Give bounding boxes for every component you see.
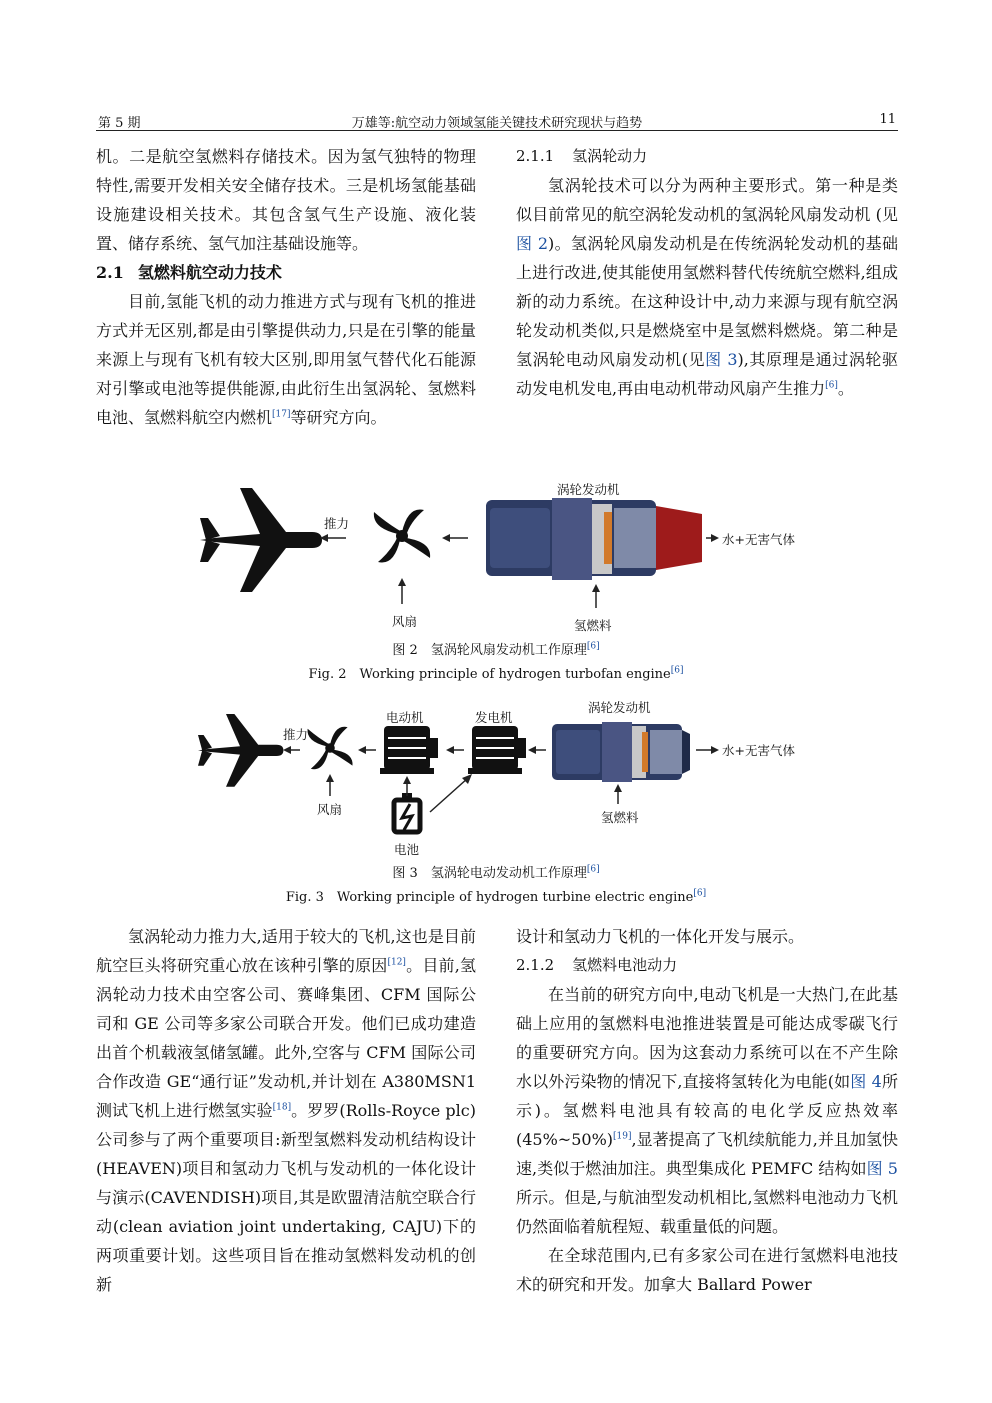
figure-2-caption-cn <box>0 639 992 658</box>
text: ),其原理是通过涡轮驱动发电机发电,再由电动机带动风扇产生推力 <box>516 350 898 398</box>
running-title: 万雄等:航空动力领域氢能关键技术研究现状与趋势 <box>351 116 643 131</box>
text: 在当前的研究方向中,电动飞机是一大热门,在此基础上应用的氢燃料电池推进装置是可能达成零碳飞行的重要研究方向。因为这套动力系统可以在不产生除水以外污染物的情况下,直接将氢转化为电能(如 <box>516 985 898 1091</box>
subsection-heading <box>516 142 898 171</box>
caption-text: 图 2 氢涡轮风扇发动机工作原理 <box>392 643 587 658</box>
figure-2-caption-en <box>0 663 992 682</box>
subsection-title: 氢燃料电池动力 <box>572 956 678 974</box>
paragraph <box>516 171 898 403</box>
right-column-bottom <box>516 922 898 1299</box>
figure-link[interactable]: 图 2 <box>516 234 549 253</box>
citation-link[interactable]: [6] <box>693 888 707 899</box>
fig3-label-output: 水+无害气体 <box>722 743 795 758</box>
subsection-heading <box>516 951 898 980</box>
subsection-number: 2.1.1 <box>516 147 555 165</box>
section-heading <box>96 258 476 287</box>
paragraph <box>96 922 476 1299</box>
fig3-label-battery: 电池 <box>394 842 420 857</box>
caption-text: Fig. 2 Working principle of hydrogen turbofan engine <box>308 667 671 682</box>
fig2-label-output: 水+无害气体 <box>722 532 795 547</box>
right-column-top <box>516 142 898 403</box>
airplane-icon <box>200 488 322 592</box>
text: 氢涡轮技术可以分为两种主要形式。第一种是类似目前常见的航空涡轮发动机的氢涡轮风扇发动机 (见 <box>516 176 898 224</box>
citation-link[interactable]: [6] <box>586 641 600 652</box>
text: ,显著提高了飞机续航能力,并且加氢快速,类似于燃油加注。典型集成化 PEMFC 结构如 <box>516 1130 898 1178</box>
citation-link[interactable]: [12] <box>387 957 406 968</box>
paragraph: 机。二是航空氢燃料存储技术。因为氢气独特的物理特性,需要开发相关安全储存技术。三是机场氢能基础设施建设相关技术。其包含氢气生产设施、液化装置、储存系统、氢气加注基础设施等。 <box>96 147 476 253</box>
running-header <box>96 112 898 130</box>
fig2-label-thrust: 推力 <box>324 516 350 531</box>
paragraph <box>516 980 898 1241</box>
fig3-label-fuel: 氢燃料 <box>601 810 639 825</box>
text: 。目前,氢涡轮动力技术由空客公司、赛峰集团、CFM 国际公司和 GE 公司等多家公司联合开发。他们已成功建造出首个机载液氢储氢罐。此外,空客与 CFM 国际公司合作改造 GE“通行证”发动机,并计划在 A380MSN1 测试飞机上进行燃氢实验 <box>96 956 476 1120</box>
figure-link[interactable]: 图 5 <box>866 1159 898 1178</box>
fig3-label-thrust: 推力 <box>283 727 309 742</box>
text: 所示。但是,与航油型发动机相比,氢燃料电池动力飞机仍然面临着航程短、载重量低的问题。 <box>516 1188 898 1236</box>
fig2-label-fuel: 氢燃料 <box>574 618 612 633</box>
text: 。 <box>837 379 854 398</box>
motor-icon <box>380 726 438 774</box>
figure-2-diagram <box>190 478 810 638</box>
paragraph: 在全球范围内,已有多家公司在进行氢燃料电池技术的研究和开发。加拿大 Ballard Power <box>516 1246 898 1294</box>
text: 目前,氢能飞机的动力推进方式与现有飞机的推进方式并无区别,都是由引擎提供动力,只是在引擎的能量来源上与现有飞机有较大区别,即用氢气替代化石能源对引擎或电池等提供能源,由此衍生出氢涡轮、氢燃料电池、氢燃料航空内燃机 <box>96 292 476 427</box>
fig3-label-engine: 涡轮发动机 <box>588 700 651 715</box>
fig2-label-engine: 涡轮发动机 <box>557 482 620 497</box>
airplane-icon <box>198 714 283 787</box>
text: )。氢涡轮风扇发动机是在传统涡轮发动机的基础上进行改进,使其能使用氢燃料替代传统航空燃料,组成新的动力系统。在这种设计中,动力来源与现有航空涡轮发动机类似,只是燃烧室中是氢燃料燃烧。第二种是氢涡轮电动风扇发动机(见 <box>516 234 898 369</box>
paragraph <box>96 287 476 432</box>
paragraph: 设计和氢动力飞机的一体化开发与展示。 <box>516 927 805 946</box>
issue-number: 第 5 期 <box>98 116 141 131</box>
citation-link[interactable]: [6] <box>670 665 684 676</box>
citation-link[interactable]: [19] <box>613 1131 632 1142</box>
fig3-label-generator: 发电机 <box>475 710 513 725</box>
fan-icon <box>307 727 352 769</box>
section-title: 氢燃料航空动力技术 <box>137 263 282 282</box>
citation-link[interactable]: [6] <box>586 864 600 875</box>
header-rule <box>96 130 898 131</box>
subsection-title: 氢涡轮动力 <box>572 147 648 165</box>
subsection-number: 2.1.2 <box>516 956 555 974</box>
text: 。罗罗(Rolls-Royce plc)公司参与了两个重要项目:新型氢燃料发动机结构设计(HEAVEN)项目和氢动力飞机与发动机的一体化设计与演示(CAVENDISH)项目,其是欧盟清洁航空联合行动(clean aviation joint undertaking, CAJU)下的两项重要计划。这些项目旨在推动氢燃料发动机的创新 <box>96 1101 476 1294</box>
fig3-label-motor: 电动机 <box>386 710 424 725</box>
left-column-bottom <box>96 922 476 1299</box>
figure-3-caption-en <box>0 886 992 905</box>
turbine-engine-image <box>486 498 702 580</box>
figure-link[interactable]: 图 4 <box>850 1072 882 1091</box>
generator-icon <box>468 726 526 774</box>
text: 氢涡轮动力推力大,适用于较大的飞机,这也是目前航空巨头将研究重心放在该种引擎的原因 <box>96 927 476 975</box>
text: 所示)。氢燃料电池具有较高的电化学反应热效率(45%~50%) <box>516 1072 898 1149</box>
left-column-top <box>96 142 476 432</box>
section-number: 2.1 <box>96 263 124 282</box>
citation-link[interactable]: [18] <box>272 1102 292 1113</box>
fig3-label-fan: 风扇 <box>317 802 343 817</box>
figure-3-caption-cn <box>0 862 992 881</box>
turbine-engine-image <box>552 722 690 782</box>
caption-text: Fig. 3 Working principle of hydrogen turbine electric engine <box>285 890 694 905</box>
caption-text: 图 3 氢涡轮电动发动机工作原理 <box>392 866 587 881</box>
text: 等研究方向。 <box>290 408 387 427</box>
page-number: 11 <box>879 112 896 127</box>
citation-link[interactable]: [6] <box>825 380 838 391</box>
fig2-label-fan: 风扇 <box>392 614 418 629</box>
figure-link[interactable]: 图 3 <box>705 350 738 369</box>
fan-icon <box>374 509 430 562</box>
citation-link[interactable]: [17] <box>272 409 291 420</box>
